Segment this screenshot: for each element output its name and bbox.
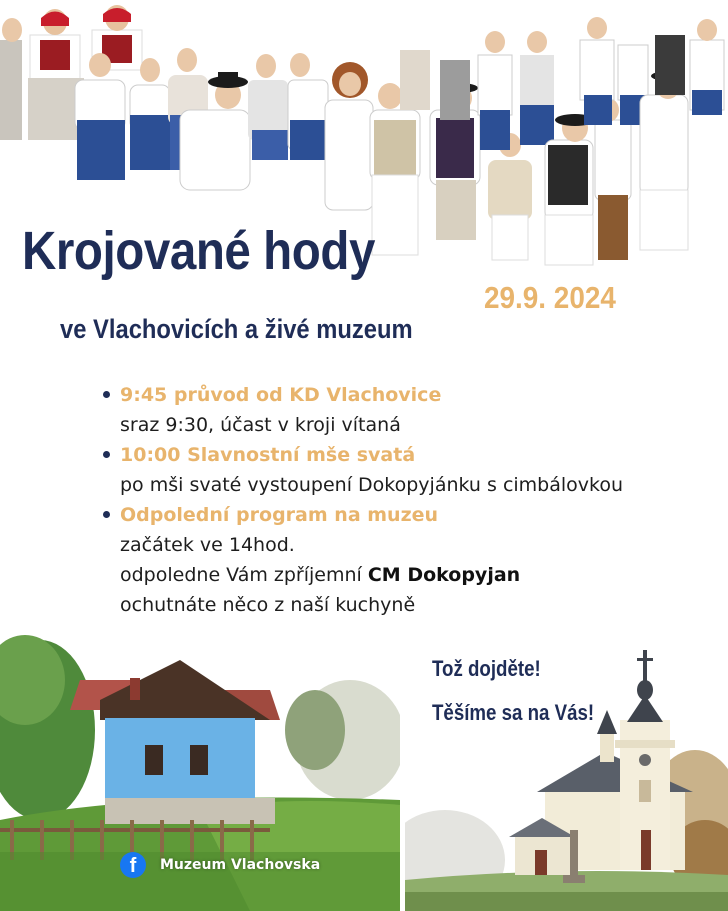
bullet-icon — [103, 391, 110, 398]
program-item-procession — [100, 380, 720, 440]
program-item-mass — [100, 440, 720, 500]
event-date: 29.9. 2024 — [484, 280, 616, 315]
program-item-detail: sraz 9:30, účast v kroji vítaná — [120, 414, 401, 436]
tagline-line2: Těšíme sa na Vás! — [432, 700, 595, 725]
program-item-detail: ochutnáte něco z naší kuchyně — [120, 594, 416, 616]
program-item-detail — [120, 560, 720, 590]
bullet-icon — [103, 511, 110, 518]
program-item-heading: Odpolední program na muzeu — [120, 504, 439, 526]
band-name: CM Dokopyjan — [367, 564, 521, 586]
program-list — [100, 380, 720, 620]
bullet-icon — [103, 451, 110, 458]
program-item-detail: začátek ve 14hod. — [120, 534, 295, 556]
program-item-heading: 9:45 průvod od KD Vlachovice — [120, 384, 442, 406]
detail-text: odpoledne Vám zpříjemní — [120, 564, 368, 586]
tagline-line1: Tož dojděte! — [432, 656, 541, 681]
event-title: Krojované hody — [22, 221, 375, 281]
program-item-afternoon — [100, 500, 720, 620]
facebook-link[interactable] — [120, 852, 320, 878]
facebook-icon: f — [120, 852, 146, 878]
event-subtitle: ve Vlachovicích a živé muzeum — [60, 314, 413, 344]
program-item-detail: po mši svaté vystoupení Dokopyjánku s cimbálovkou — [120, 474, 624, 496]
program-item-heading: 10:00 Slavnostní mše svatá — [120, 444, 416, 466]
facebook-label: Muzeum Vlachovska — [160, 857, 321, 873]
